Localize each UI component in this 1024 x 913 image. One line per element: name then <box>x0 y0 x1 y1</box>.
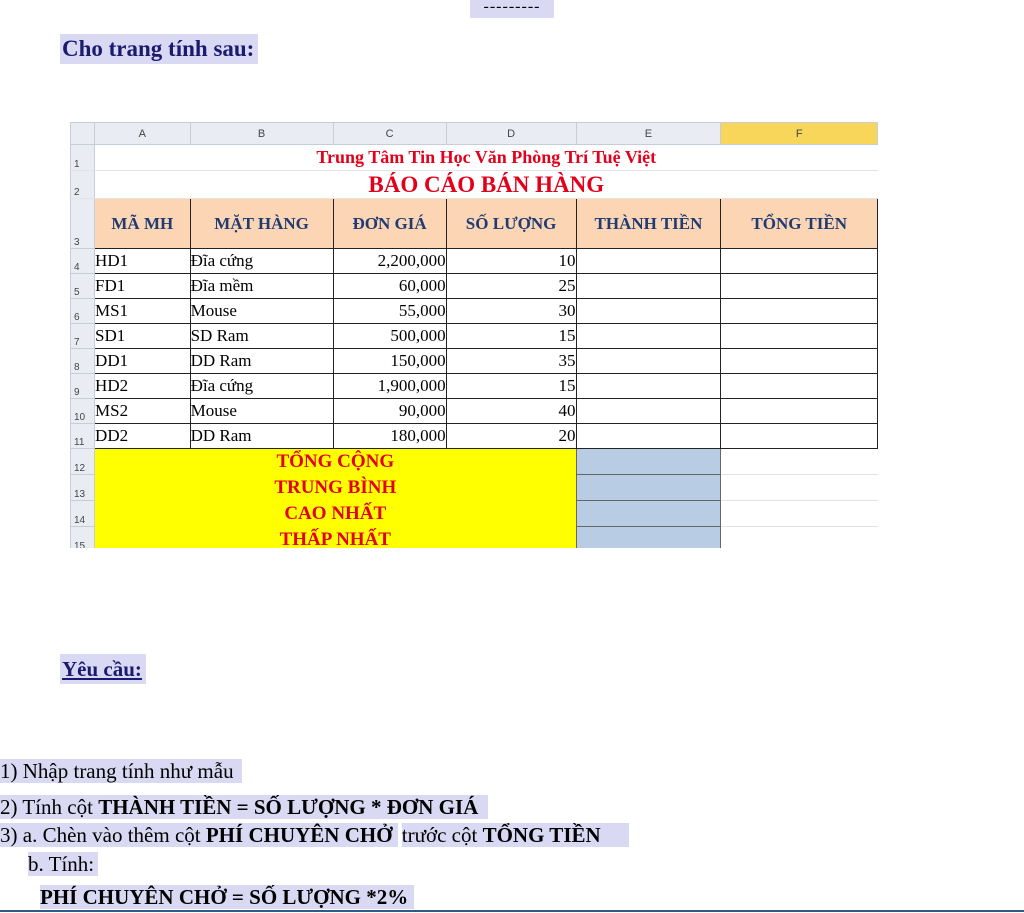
bottom-divider <box>0 910 1024 912</box>
requirement-3a <box>0 822 629 849</box>
cell-mat-hang[interactable]: SD Ram <box>190 324 333 349</box>
top-dashes: --------- <box>470 0 554 18</box>
cell-don-gia[interactable]: 90,000 <box>333 399 446 424</box>
cell-tong-tien[interactable] <box>721 299 878 324</box>
cell-thanh-tien[interactable] <box>576 424 721 449</box>
cell-thanh-tien[interactable] <box>576 299 721 324</box>
cell-thanh-tien[interactable] <box>576 249 721 274</box>
summary-tong-cong[interactable]: TỔNG CỘNG <box>95 449 576 475</box>
cell-so-luong[interactable]: 25 <box>446 274 576 299</box>
requirement-2-prefix: 2) Tính cột <box>0 795 99 819</box>
empty-cell[interactable] <box>721 501 878 527</box>
summary-value-cell[interactable] <box>576 449 721 475</box>
summary-value-cell[interactable] <box>576 527 721 549</box>
cell-tong-tien[interactable] <box>721 274 878 299</box>
cell-ma-mh[interactable]: HD2 <box>95 374 191 399</box>
empty-cell[interactable] <box>721 475 878 501</box>
requirement-3b-text: b. Tính: <box>28 852 98 876</box>
summary-thap-nhat[interactable]: THẤP NHẤT <box>95 527 576 549</box>
cell-tong-tien[interactable] <box>721 324 878 349</box>
col-header-b[interactable]: B <box>190 123 333 145</box>
header-thanh-tien[interactable]: THÀNH TIỀN <box>576 199 721 249</box>
cell-tong-tien[interactable] <box>721 424 878 449</box>
cell-don-gia[interactable]: 150,000 <box>333 349 446 374</box>
cell-ma-mh[interactable]: DD1 <box>95 349 191 374</box>
col-header-f[interactable]: F <box>721 123 878 145</box>
cell-so-luong[interactable]: 40 <box>446 399 576 424</box>
cell-mat-hang[interactable]: Đĩa cứng <box>190 374 333 399</box>
cell-thanh-tien[interactable] <box>576 399 721 424</box>
cell-mat-hang[interactable]: Mouse <box>190 399 333 424</box>
cell-so-luong[interactable]: 35 <box>446 349 576 374</box>
cell-tong-tien[interactable] <box>721 374 878 399</box>
col-header-d[interactable]: D <box>446 123 576 145</box>
requirements-heading: Yêu cầu: <box>60 654 146 684</box>
cell-mat-hang[interactable]: DD Ram <box>190 349 333 374</box>
row-header[interactable]: 11 <box>71 424 95 449</box>
summary-value-cell[interactable] <box>576 475 721 501</box>
spreadsheet-image <box>70 122 878 548</box>
cell-so-luong[interactable]: 10 <box>446 249 576 274</box>
spreadsheet-table <box>70 122 878 548</box>
cell-ma-mh[interactable]: MS1 <box>95 299 191 324</box>
cell-don-gia[interactable]: 180,000 <box>333 424 446 449</box>
requirement-3a-column: PHÍ CHUYÊN CHỞ <box>205 823 398 847</box>
summary-value-cell[interactable] <box>576 501 721 527</box>
cell-don-gia[interactable]: 2,200,000 <box>333 249 446 274</box>
row-header[interactable]: 5 <box>71 274 95 299</box>
row-header-15[interactable]: 15 <box>71 527 95 549</box>
row-header[interactable]: 4 <box>71 249 95 274</box>
row-header[interactable]: 10 <box>71 399 95 424</box>
cell-ma-mh[interactable]: SD1 <box>95 324 191 349</box>
requirement-3a-target: TỔNG TIỀN <box>482 823 601 847</box>
sheet-title-center[interactable]: Trung Tâm Tin Học Văn Phòng Trí Tuệ Việt <box>95 145 878 171</box>
corner-cell[interactable] <box>71 123 95 145</box>
cell-so-luong[interactable]: 15 <box>446 374 576 399</box>
cell-don-gia[interactable]: 55,000 <box>333 299 446 324</box>
col-header-c[interactable]: C <box>333 123 446 145</box>
requirement-1-text: 1) Nhập trang tính như mẫu <box>0 759 242 783</box>
cell-thanh-tien[interactable] <box>576 374 721 399</box>
header-so-luong[interactable]: SỐ LƯỢNG <box>446 199 576 249</box>
cell-don-gia[interactable]: 60,000 <box>333 274 446 299</box>
cell-ma-mh[interactable]: MS2 <box>95 399 191 424</box>
header-ma-mh[interactable]: MÃ MH <box>95 199 191 249</box>
cell-tong-tien[interactable] <box>721 399 878 424</box>
col-header-e[interactable]: E <box>576 123 721 145</box>
cell-ma-mh[interactable]: HD1 <box>95 249 191 274</box>
cell-mat-hang[interactable]: DD Ram <box>190 424 333 449</box>
cell-ma-mh[interactable]: FD1 <box>95 274 191 299</box>
cell-don-gia[interactable]: 1,900,000 <box>333 374 446 399</box>
empty-cell[interactable] <box>721 527 878 549</box>
row-header[interactable]: 6 <box>71 299 95 324</box>
cell-thanh-tien[interactable] <box>576 349 721 374</box>
row-header-14[interactable]: 14 <box>71 501 95 527</box>
row-header[interactable]: 9 <box>71 374 95 399</box>
empty-cell[interactable] <box>721 449 878 475</box>
cell-thanh-tien[interactable] <box>576 324 721 349</box>
cell-don-gia[interactable]: 500,000 <box>333 324 446 349</box>
requirement-3b-formula: PHÍ CHUYÊN CHỞ = SỐ LƯỢNG *2% <box>40 885 414 909</box>
row-header[interactable]: 7 <box>71 324 95 349</box>
requirement-3b-formula-line <box>40 884 414 911</box>
requirement-2 <box>0 794 488 821</box>
summary-trung-binh[interactable]: TRUNG BÌNH <box>95 475 576 501</box>
cell-mat-hang[interactable]: Đĩa mềm <box>190 274 333 299</box>
cell-thanh-tien[interactable] <box>576 274 721 299</box>
cell-mat-hang[interactable]: Đĩa cứng <box>190 249 333 274</box>
cell-so-luong[interactable]: 15 <box>446 324 576 349</box>
row-header[interactable]: 8 <box>71 349 95 374</box>
cell-mat-hang[interactable]: Mouse <box>190 299 333 324</box>
requirement-3a-prefix: 3) a. Chèn vào thêm cột <box>0 823 206 847</box>
requirement-1 <box>0 758 242 785</box>
requirement-2-formula: THÀNH TIỀN = SỐ LƯỢNG * ĐƠN GIÁ <box>98 795 479 819</box>
requirement-3a-middle: trước cột <box>401 823 483 847</box>
row-header-3[interactable]: 3 <box>71 199 95 249</box>
cell-tong-tien[interactable] <box>721 349 878 374</box>
row-header-2[interactable]: 2 <box>71 171 95 199</box>
cell-tong-tien[interactable] <box>721 249 878 274</box>
cell-so-luong[interactable]: 20 <box>446 424 576 449</box>
header-don-gia[interactable]: ĐƠN GIÁ <box>333 199 446 249</box>
row-header-12[interactable]: 12 <box>71 449 95 475</box>
summary-cao-nhat[interactable]: CAO NHẤT <box>95 501 576 527</box>
row-header-1[interactable]: 1 <box>71 145 95 171</box>
cell-so-luong[interactable]: 30 <box>446 299 576 324</box>
requirement-3b <box>28 851 98 878</box>
header-tong-tien[interactable]: TỔNG TIỀN <box>721 199 878 249</box>
intro-heading: Cho trang tính sau: <box>60 34 258 64</box>
sheet-title-report[interactable]: BÁO CÁO BÁN HÀNG <box>95 171 878 199</box>
row-header-13[interactable]: 13 <box>71 475 95 501</box>
cell-ma-mh[interactable]: DD2 <box>95 424 191 449</box>
header-mat-hang[interactable]: MẶT HÀNG <box>190 199 333 249</box>
col-header-a[interactable]: A <box>95 123 191 145</box>
